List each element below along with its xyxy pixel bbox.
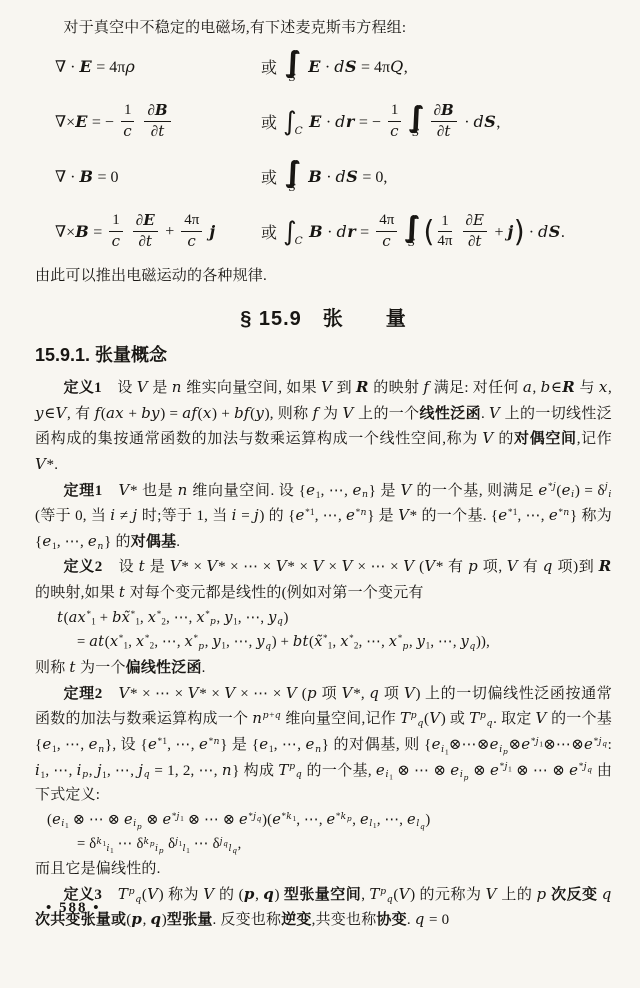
math-text: · dS. xyxy=(524,221,565,241)
math-text: ∇×B = xyxy=(55,221,107,241)
math-text: + j xyxy=(490,221,514,241)
display-formula: $t(ax^*_1$ + $bx̃^*_1$, $x^*_2$, ⋯, $x^*_p$, $y_1$, ⋯, $y_q$) xyxy=(57,608,289,628)
fraction: $\frac{1}{c}$ xyxy=(109,212,123,251)
equation-rhs xyxy=(261,154,388,195)
display-formula: = $\delta^{k_1}_{i_1}$ ⋯ $\delta^{k_p}_{i_p}$ $\delta^{j_1}_{l_1}$ ⋯ $\delta^{j_q}_{l_q}$, xyxy=(77,836,242,856)
math-text: 或 xyxy=(261,60,282,78)
equation-lhs xyxy=(55,167,261,187)
math-text: B · dr = xyxy=(309,221,374,241)
equation-row xyxy=(55,44,612,90)
display-formula: = $at(x^*_1$, $x^*_2$, ⋯, $x^*_p$, $y_1$, ⋯, $y_q$) + $bt(x̃^*_1$, $x^*_2$, ⋯, $x^*_p$, $y_1$, ⋯, $y_q$)), xyxy=(77,633,490,653)
math-text: j xyxy=(209,221,216,241)
double-integral: ∫∫ S xyxy=(403,209,416,250)
math-text: 或 xyxy=(261,170,282,188)
body-paragraph: 定理2 V* × ⋯ × V* × V × ⋯ × V (p 项 V*, q 项 V) 上的一切偏线性泛函按通常函数的加法与数乘运算构成一个 $n^{p+q}$ 维向量空间,记作 $T^p_q(V)$ 或 $T^p_q$. 取定 V 的一个基 {$e_1$, ⋯, $e_n$}, 设 {$e^{*1}$, ⋯, $e^{*n}$} 是 {$e_1$, ⋯, $e_n$} 的对偶基, 则 {$e_{i_1}\otimes\cdots\otimes e_{i_p}\otimes e^{*j_1}\otimes\cdots\otimes e^{*j_q}$: $i_1$, ⋯, $i_p$, $j_1$, ⋯, $j_q = 1$, 2, ⋯, n} 构成 $T^p_q$ 的一个基, $e_{i_1}$ ⊗ ⋯ ⊗ $e_{i_p}$ ⊗ $e^{*j_1}$ ⊗ ⋯ ⊗ $e^{*j_q}$ 由下式定义: xyxy=(35,683,613,804)
equation-lhs xyxy=(55,212,261,252)
line-integral: ∫ C xyxy=(283,106,303,137)
section-heading: § 15.9 张 量 xyxy=(240,308,407,331)
math-text xyxy=(456,223,460,241)
fraction: $\frac{\partial E}{\partial t}$ xyxy=(463,212,488,252)
fraction: $\frac{4\pi}{c}$ xyxy=(181,212,202,251)
double-integral: ∫∫ S xyxy=(284,44,296,85)
math-text: E · dr = − xyxy=(309,111,385,131)
big-paren: ( xyxy=(423,214,435,249)
body-paragraph: 则称 t 为一个偏线性泛函. xyxy=(35,658,206,677)
body-paragraph: 对于真空中不稳定的电磁场,有下述麦克斯韦方程组: xyxy=(63,20,407,36)
body-paragraph: 定理1 V* 也是 n 维向量空间. 设 {$e_1$, ⋯, $e_n$} 是 V 的一个基, 则满足 $e^{*j}(e_i) = \delta^j_i$ (等于 0, 当 i ≠ j 时;等于 1, 当 i = j) 的 {$e^{*1}$, ⋯, $e^{*n}$} 是 V* 的一个基. {$e^{*1}$, ⋯, $e^{*n}$} 称为 {$e_1$, ⋯, $e_n$} 的对偶基. xyxy=(35,480,612,552)
math-text: 或 xyxy=(261,115,282,133)
math-text: ∇ · E = 4πρ xyxy=(55,56,135,76)
fraction: $\frac{\partial E}{\partial t}$ xyxy=(133,212,158,252)
math-text: E · dS = 4πQ, xyxy=(308,56,408,76)
equation-rhs xyxy=(261,99,501,142)
big-paren: ) xyxy=(513,214,525,249)
math-text: + xyxy=(161,222,179,240)
equation-lhs xyxy=(55,102,261,142)
equation-rhs xyxy=(261,44,408,85)
body-paragraph: 而且它是偏线性的. xyxy=(35,861,161,878)
fraction: $\frac{1}{c}$ xyxy=(388,102,402,141)
equation-row xyxy=(55,99,612,145)
display-formula: ($e_{i_1}$ ⊗ ⋯ ⊗ $e_{i_p}$ ⊗ $e^{*j_1}$ ⊗ ⋯ ⊗ $e^{*j_q})(e^{*k_1}$, ⋯, $e^{*k_p}$, $e_{l_1}$, ⋯, $e_{l_q}$) xyxy=(47,810,431,831)
math-text xyxy=(126,223,130,241)
math-text: · dS, xyxy=(460,111,501,131)
math-text: ∇ · B = 0 xyxy=(55,166,119,186)
body-paragraph: 定义2 设 t 是 V* × V* × ⋯ × V* × V × V × ⋯ × V (V* 有 p 项, V 有 q 项)到 R 的映射,如果 t 对每个变元都是线性的(例如对第一个变元有 xyxy=(35,557,612,601)
line-integral: ∫ C xyxy=(283,216,303,247)
equation-lhs xyxy=(55,57,261,77)
page-content xyxy=(35,16,612,933)
math-text: ∇×E = − xyxy=(55,111,118,131)
double-integral: ∫∫ S xyxy=(407,99,420,140)
fraction: $\frac{1}{c}$ xyxy=(121,102,135,141)
fraction: $\frac{\partial B}{\partial t}$ xyxy=(144,102,171,142)
equation-row xyxy=(55,209,612,255)
math-text xyxy=(137,113,141,131)
subsection-heading: 15.9.1. 张量概念 xyxy=(35,345,168,366)
math-text: B · dS = 0, xyxy=(308,166,388,186)
body-paragraph: 定义3 $T^p_q(V)$ 称为 V 的 (p, q) 型张量空间, $T^p_q(V)$ 的元称为 V 上的 p 次反变 q 次共变张量或(p, q)型张量. 反变也称逆变,共变也称协变. q = 0 xyxy=(35,884,612,929)
double-integral: ∫∫ S xyxy=(284,154,296,195)
fraction: $\frac{4\pi}{c}$ xyxy=(376,212,397,251)
body-paragraph: 定义1 设 V 是 n 维实向量空间, 如果 V 到 R 的映射 f 满足: 对任何 a, b∈R 与 x, y∈V, 有 f(ax + by) = af(x) + bf(y), 则称 f 为 V 上的一个线性泛函. V 上的一切线性泛函构成的集按通常函数的加法与数乘运算构成一个线性空间,称为 V 的对偶空间,记作 V*. xyxy=(35,378,612,473)
equation-rhs xyxy=(261,209,565,252)
page-number: • 588 • xyxy=(46,900,101,917)
math-text: 或 xyxy=(261,225,282,243)
fraction: $\frac{1}{4\pi}$ xyxy=(437,212,453,250)
fraction: $\frac{\partial B}{\partial t}$ xyxy=(431,102,458,142)
equation-row xyxy=(55,154,612,200)
body-paragraph: 由此可以推出电磁运动的各种规律. xyxy=(35,267,267,284)
